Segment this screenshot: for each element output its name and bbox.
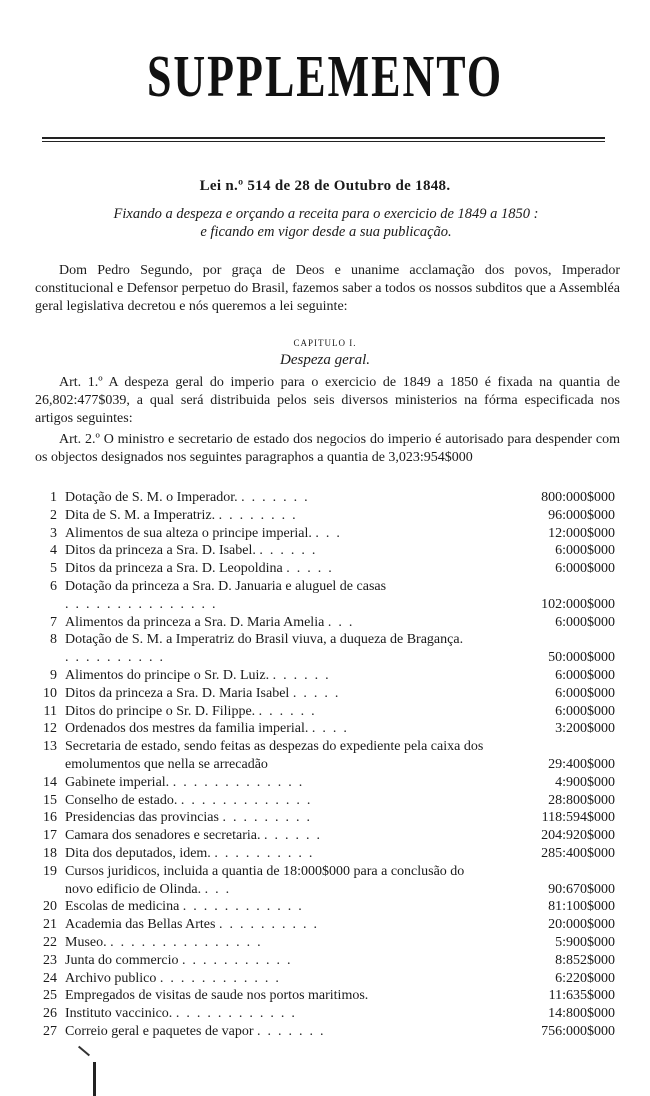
item-number: 2: [50, 507, 57, 523]
item-number: 9: [50, 667, 57, 683]
item-description: Alimentos da princeza a Sra. D. Maria Amelia: [65, 614, 325, 630]
item-amount: 4:900$000: [555, 774, 615, 790]
item-number: 11: [43, 703, 57, 719]
item-amount: 6:000$000: [555, 703, 615, 719]
list-item: 12 Ordenados dos mestres da familia imperial. .... 3:200$000: [35, 720, 615, 738]
list-item: 22 Museo. ............... 5:900$000: [35, 934, 615, 952]
list-item: 1 Dotação de S. M. o Imperador. ....... 800:000$000: [35, 489, 615, 507]
item-amount: 14:800$000: [548, 1006, 615, 1022]
item-amount: 204:920$000: [541, 828, 615, 844]
item-amount: 81:100$000: [548, 899, 615, 915]
header-rule-top: [42, 137, 605, 139]
item-amount: 6:000$000: [555, 543, 615, 559]
law-subtitle-line-1: Fixando a despeza e orçando a receita para o exercicio de 1849 a 1850 :: [113, 206, 539, 222]
item-amount: 6:000$000: [555, 667, 615, 683]
section-heading: Despeza geral.: [280, 352, 370, 368]
list-item: 11 Ditos do principe o Sr. D. Filippe. ...... 6:000$000: [35, 703, 615, 721]
item-description: Ditos da princeza a Sra. D. Maria Isabel: [65, 685, 290, 701]
item-amount: 285:400$000: [541, 845, 615, 861]
item-description: Dita dos deputados, idem.: [65, 845, 211, 861]
item-number: 6: [50, 578, 57, 594]
item-number: 25: [43, 988, 57, 1004]
item-description: Correio geral e paquetes de vapor: [65, 1023, 254, 1039]
list-item: 21 Academia das Bellas Artes .......... 20:000$000: [35, 916, 615, 934]
item-amount: 3:200$000: [555, 721, 615, 737]
item-number: 17: [43, 828, 57, 844]
list-item: 24 Archivo publico ............ 6:220$000: [35, 970, 615, 988]
item-description: Presidencias das provincias: [65, 810, 219, 826]
item-number: 13: [43, 739, 57, 755]
list-item: 5 Ditos da princeza a Sra. D. Leopoldina ..... 6:000$000: [35, 560, 615, 578]
item-number: 3: [50, 525, 57, 541]
item-amount: 6:000$000: [555, 685, 615, 701]
header-rule-bottom: [42, 141, 605, 142]
list-item: 6 Dotação da princeza a Sra. D. Januaria e aluguel de casas ............... 102:000$000: [35, 578, 615, 614]
item-number: 15: [43, 792, 57, 808]
item-amount: 118:594$000: [541, 810, 615, 826]
item-number: 27: [43, 1023, 57, 1039]
item-number: 14: [43, 774, 57, 790]
item-amount: 6:220$000: [555, 970, 615, 986]
page-title: SUPPLEMENTO: [146, 43, 504, 110]
item-description: Academia das Bellas Artes: [65, 917, 216, 933]
item-description: Instituto vaccinico.: [65, 1006, 173, 1022]
item-amount: 96:000$000: [548, 507, 615, 523]
ink-mark: [78, 1046, 90, 1057]
list-item: 23 Junta do commercio ........... 8:852$000: [35, 952, 615, 970]
article-2: [35, 431, 620, 467]
item-number: 16: [43, 810, 57, 826]
item-description: Ditos da princeza a Sra. D. Isabel.: [65, 543, 256, 559]
preamble-paragraph: Dom Pedro Segundo, por graça de Deos e unanime acclamação dos povos, Imperador constitucional e Defensor perpetuo do Brasil, fazemos saber a todos os nossos subditos que a Assembléa geral legislativa decretou e nós queremos a lei seguinte:: [35, 263, 620, 314]
chapter-label: CAPITULO I.: [293, 338, 357, 348]
item-description: Museo.: [65, 934, 107, 950]
law-subtitle-line-2: e ficando em vigor desde a sua publicação.: [200, 224, 452, 240]
list-item: 3 Alimentos de sua alteza o principe imperial. ... 12:000$000: [35, 525, 615, 543]
item-description: Dita de S. M. a Imperatriz.: [65, 507, 216, 523]
list-item: 15 Conselho de estado. ............. 28:800$000: [35, 792, 615, 810]
list-item: 2 Dita de S. M. a Imperatriz. ........ 96:000$000: [35, 507, 615, 525]
list-item: 9 Alimentos do principe o Sr. D. Luiz. ...... 6:000$000: [35, 667, 615, 685]
item-description: Ditos da princeza a Sra. D. Leopoldina: [65, 561, 283, 577]
list-item: 26 Instituto vaccinico. ............ 14:800$000: [35, 1005, 615, 1023]
list-item: [35, 987, 615, 1005]
item-description: Secretaria de estado, sendo feitas as despezas do expediente pela caixa dos emolumentos que nella se arrecadão: [65, 739, 484, 772]
ink-mark: [93, 1062, 96, 1096]
item-description: Alimentos do principe o Sr. D. Luiz.: [65, 667, 270, 683]
item-amount: 90:670$000: [548, 881, 615, 897]
item-number: 21: [43, 917, 57, 933]
law-subtitle: [20, 205, 632, 241]
item-number: 7: [50, 614, 57, 630]
expense-items-list: [35, 489, 615, 1041]
item-number: 19: [43, 863, 57, 879]
list-item: 20 Escolas de medicina ............ 81:100$000: [35, 898, 615, 916]
item-amount: 5:900$000: [555, 934, 615, 950]
item-amount: 6:000$000: [555, 614, 615, 630]
list-item: 4 Ditos da princeza a Sra. D. Isabel. ...... 6:000$000: [35, 542, 615, 560]
item-description: Junta do commercio: [65, 952, 179, 968]
item-number: 22: [43, 934, 57, 950]
item-description: Dotação de S. M. a Imperatriz do Brasil viuva, a duqueza de Bragança.: [65, 632, 464, 648]
list-item: 10 Ditos da princeza a Sra. D. Maria Isabel ..... 6:000$000: [35, 685, 615, 703]
list-item: 14 Gabinete imperial. ............. 4:900$000: [35, 774, 615, 792]
item-amount: 756:000$000: [541, 1023, 615, 1039]
item-number: 24: [43, 970, 57, 986]
item-number: 1: [50, 490, 57, 505]
item-amount: 6:000$000: [555, 561, 615, 577]
item-number: 5: [50, 561, 57, 577]
item-number: 26: [43, 1006, 57, 1022]
item-description: Ordenados dos mestres da familia imperial.: [65, 721, 309, 737]
item-amount: 29:400$000: [548, 756, 615, 772]
item-number: 20: [43, 899, 57, 915]
list-item: 27 Correio geral e paquetes de vapor ....... 756:000$000: [35, 1023, 615, 1041]
law-title: Lei n.º 514 de 28 de Outubro de 1848.: [199, 178, 451, 194]
list-item: 17 Camara dos senadores e secretaria. ...... 204:920$000: [35, 827, 615, 845]
list-item: 18 Dita dos deputados, idem. .......... 285:400$000: [35, 845, 615, 863]
item-number: 8: [50, 632, 57, 648]
list-item: [35, 738, 615, 774]
article-2-text: O ministro e secretario de estado dos negocios do imperio é autorisado para despender com os objectos designados nos seguintes paragraphos a quantia de 3,023:954$000: [35, 432, 620, 465]
item-description: Alimentos de sua alteza o principe imperial.: [65, 525, 312, 541]
item-amount: 20:000$000: [548, 917, 615, 933]
item-number: 12: [43, 721, 57, 737]
article-1: [35, 374, 620, 428]
article-2-label: Art. 2.º: [59, 432, 100, 447]
item-number: 4: [50, 543, 57, 559]
item-description: Ditos do principe o Sr. D. Filippe.: [65, 703, 256, 719]
item-description: Conselho de estado.: [65, 792, 178, 808]
item-number: 23: [43, 952, 57, 968]
item-amount: 12:000$000: [548, 525, 615, 541]
item-description: Dotação da princeza a Sra. D. Januaria e aluguel de casas: [65, 578, 387, 594]
item-description: Dotação de S. M. o Imperador.: [65, 490, 238, 505]
item-amount: 28:800$000: [548, 792, 615, 808]
item-description: Camara dos senadores e secretaria.: [65, 828, 261, 844]
list-item: 7 Alimentos da princeza a Sra. D. Maria Amelia ... 6:000$000: [35, 614, 615, 632]
list-item: 19 Cursos juridicos, incluida a quantia de 18:000$000 para a conclusão do novo edificio de Olinda. ... 90:670$000: [35, 863, 615, 899]
item-amount: 800:000$000: [541, 490, 615, 505]
article-1-text: A despeza geral do imperio para o exercicio de 1849 a 1850 é fixada na quantia de 26,802:477$039, a qual será distribuida pelos seis diversos ministerios na fórma especificada nos artigos seguintes:: [35, 375, 620, 426]
list-item: 8 Dotação de S. M. a Imperatriz do Brasil viuva, a duqueza de Bragança. .......... 50:000$000: [35, 631, 615, 667]
item-description: Empregados de visitas de saude nos portos maritimos.: [65, 988, 369, 1004]
item-amount: 11:635$000: [548, 988, 615, 1004]
item-amount: 102:000$000: [541, 596, 615, 612]
item-number: 10: [43, 685, 57, 701]
item-description: Gabinete imperial.: [65, 774, 170, 790]
list-item: 16 Presidencias das provincias ......... 118:594$000: [35, 809, 615, 827]
item-description: Archivo publico: [65, 970, 157, 986]
item-number: 18: [43, 845, 57, 861]
article-1-label: Art. 1.º: [59, 375, 103, 390]
item-amount: 50:000$000: [548, 650, 615, 666]
item-description: Escolas de medicina: [65, 899, 180, 915]
item-amount: 8:852$000: [555, 952, 615, 968]
item-description: Cursos juridicos, incluida a quantia de 18:000$000 para a conclusão do novo edificio de Olinda.: [65, 863, 465, 897]
